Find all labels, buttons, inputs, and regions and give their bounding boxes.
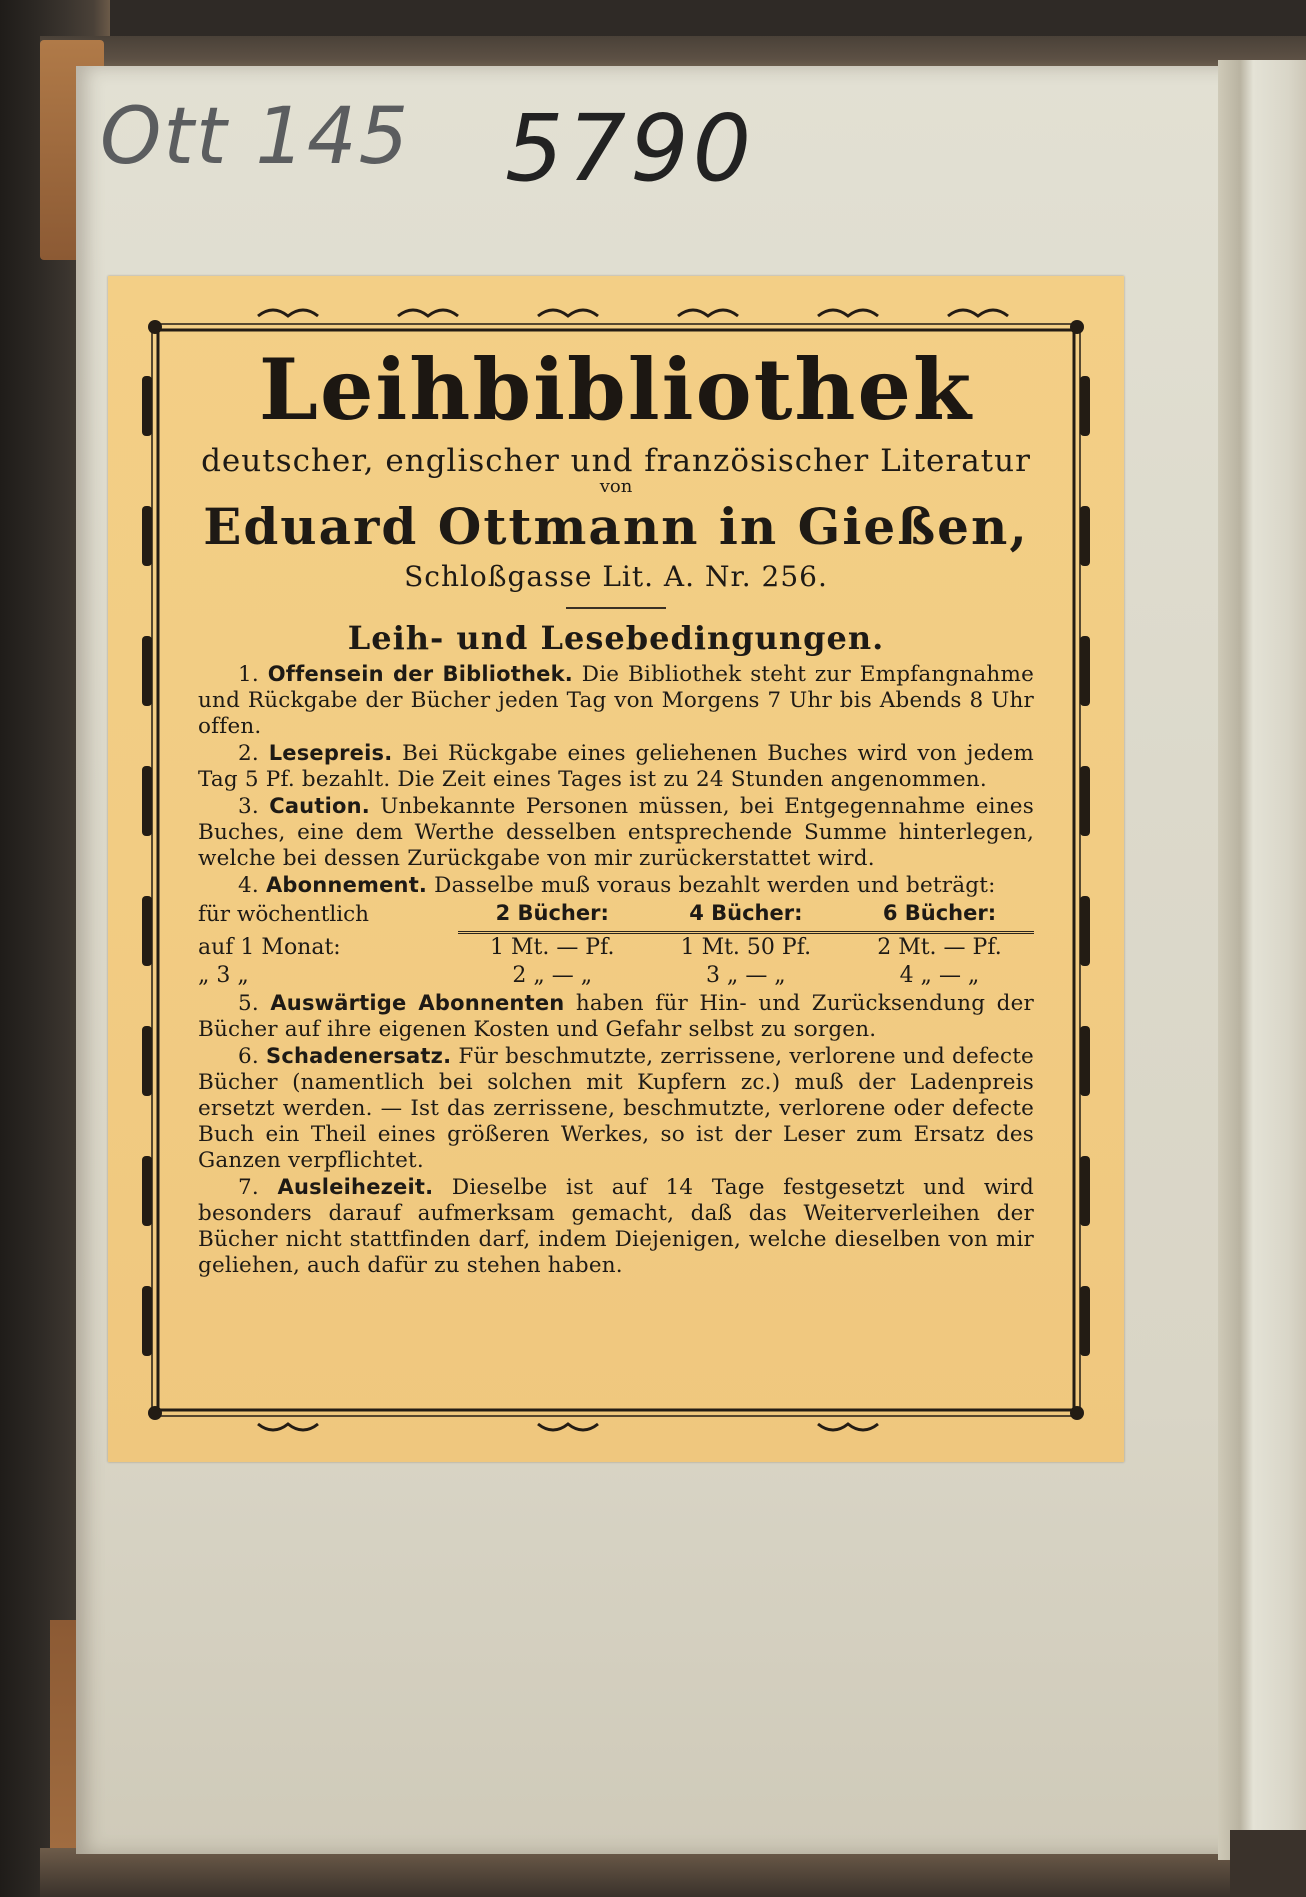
condition-paragraph: 5. Auswärtige Abonnenten haben für Hin- und Zurücksendung der Bücher auf ihre eigenen Kosten und Gefahr selbst zu sorgen. [198, 991, 1034, 1043]
label-text [198, 340, 1034, 1279]
price-row [198, 962, 1034, 990]
condition-paragraph: 2. Lesepreis. Bei Rückgabe eines geliehenen Buches wird von jedem Tag 5 Pf. bezahlt. Die Zeit eines Tages ist zu 24 Stunden angenommen. [198, 741, 1034, 793]
gutter-bottom-edge [1230, 1830, 1306, 1897]
price-table [198, 901, 1034, 990]
condition-paragraph: 3. Caution. Unbekannte Personen müssen, bei Entgegennahme eines Buches, eine dem Werthe desselben entsprechende Summe hinterlegen, welche bei dessen Zurückgabe von mir zurückerstattet wird. [198, 794, 1034, 872]
price-row [198, 933, 1034, 963]
price-cell: 1 Mt. — Pf. [489, 935, 615, 961]
price-cell: 3 „ — „ [705, 963, 786, 989]
book-gutter [1218, 60, 1306, 1860]
price-cell: 1 Mt. 50 Pf. [680, 935, 812, 961]
condition-paragraph: 7. Ausleihezeit. Dieselbe ist auf 14 Tage festgesetzt und wird besonders darauf aufmerksam gemacht, daß das Weiterverleihen der Bücher nicht stattfinden darf, indem Diejenigen, welche dieselben von mir geliehen, auch dafür zu stehen haben. [198, 1175, 1034, 1279]
price-cell: 2 Mt. — Pf. [877, 935, 1002, 961]
label-von: von [599, 476, 633, 498]
price-row-label: auf 1 Monat: [198, 935, 341, 961]
library-label [108, 276, 1124, 1462]
label-address: Schloßgasse Lit. A. Nr. 256. [404, 560, 828, 594]
price-column-header: 2 Bücher: [458, 901, 647, 933]
condition-paragraph: 4. Abonnement. Dasselbe muß voraus bezahlt werden und beträgt: [238, 873, 996, 899]
price-column-header: 6 Bücher: [845, 901, 1034, 933]
price-row-label: „ 3 „ [198, 963, 249, 989]
conditions-heading: Leih- und Lesebedingungen. [347, 619, 885, 658]
handwritten-shelfmark: Ott 145 [100, 92, 411, 182]
label-title: Leihbibliothek [258, 340, 974, 439]
handwritten-accession-number: 5790 [505, 95, 756, 202]
price-row-header: für wöchentlich [198, 901, 370, 927]
price-table-header [198, 901, 1034, 933]
condition-paragraph: 6. Schadenersatz. Für beschmutzte, zerrissene, verlorene und defecte Bücher (namentlich bei solchen mit Kupfern zc.) muß der Ladenpreis ersetzt werden. — Ist das zerrissene, beschmutzte, verlorene oder defecte Buch ein Theil eines größeren Werkes, so ist der Leser zum Ersatz des Ganzen verpflichtet. [198, 1044, 1034, 1174]
label-subtitle: deutscher, englischer und französischer Literatur [201, 443, 1031, 480]
label-owner: Eduard Ottmann in Gießen, [203, 497, 1029, 557]
price-cell: 2 „ — „ [512, 963, 593, 989]
condition-paragraph: 1. Offensein der Bibliothek. Die Bibliothek steht zur Empfangnahme und Rückgabe der Bücher jeden Tag von Morgens 7 Uhr bis Abends 8 Uhr offen. [198, 662, 1034, 740]
divider [566, 607, 666, 609]
price-cell: 4 „ — „ [899, 963, 980, 989]
cover-bottom-edge [40, 1848, 1306, 1897]
price-column-header: 4 Bücher: [647, 901, 845, 933]
